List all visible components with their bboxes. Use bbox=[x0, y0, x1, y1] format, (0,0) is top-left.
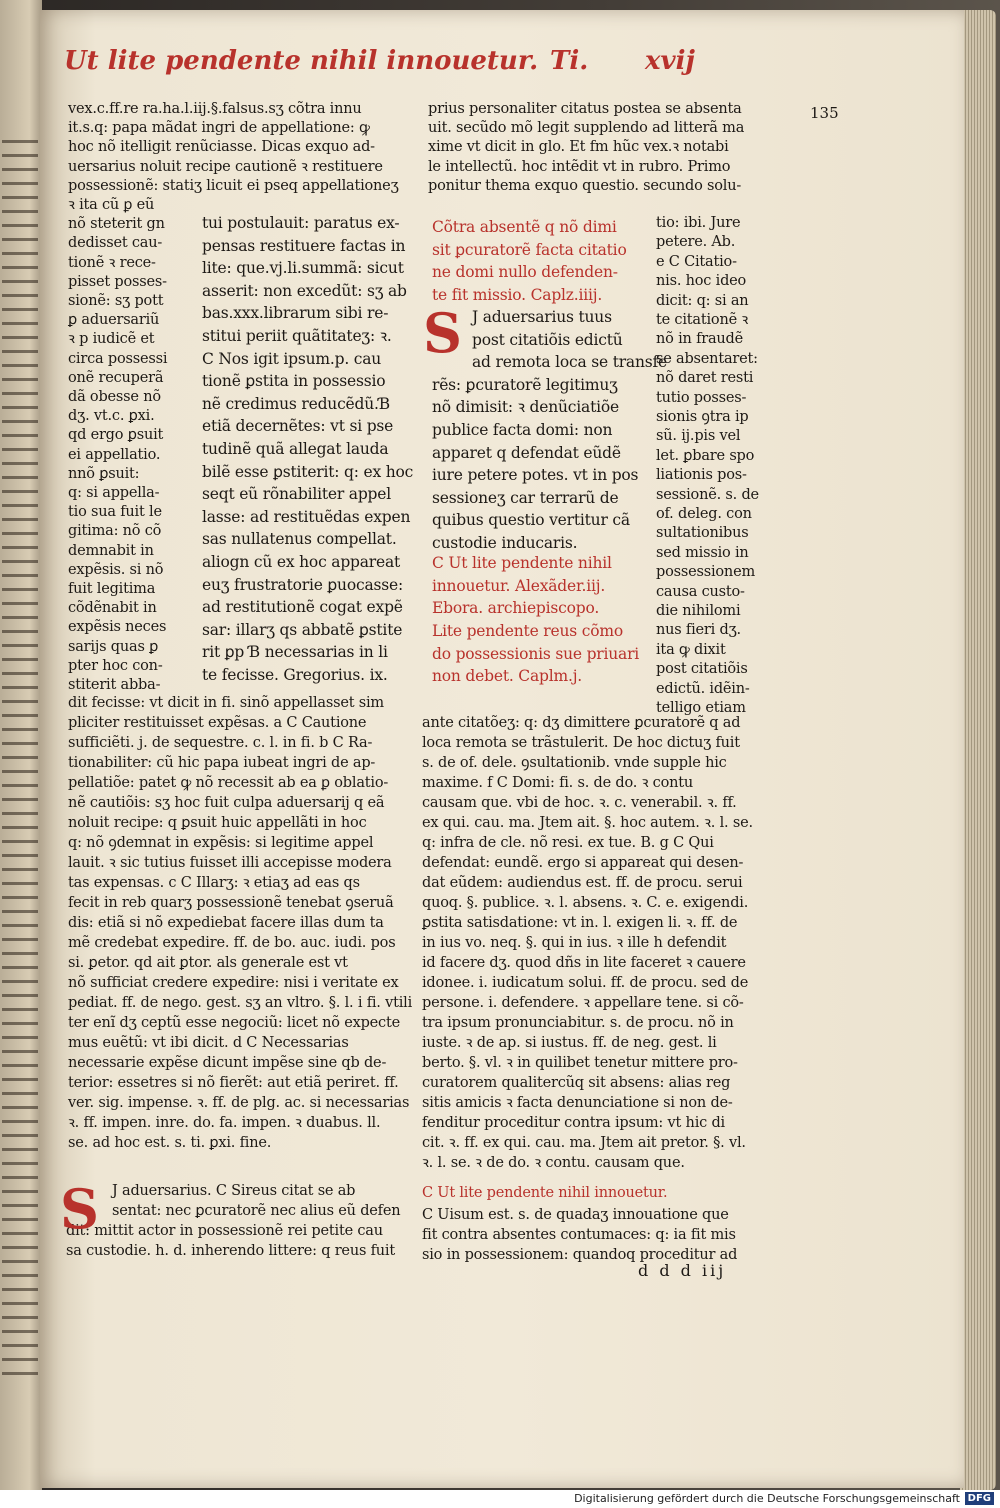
mid-column-top-line: le intellectũ. hoc intẽdit vt in rubro. Primo bbox=[428, 158, 731, 175]
left-inner-column-line: bilẽ esse ꝑstiterit: q: ex hoc bbox=[202, 462, 414, 481]
right-column-line: nõ in fraudẽ bbox=[656, 331, 744, 348]
right-lower-line: idonee. i. iudicatum solui. ff. de procu. sed de bbox=[422, 975, 749, 991]
left-column-line: dedisset cau- bbox=[68, 235, 163, 252]
left-bottom-start-line: sentat: nec ꝑcuratorẽ nec alius eũ defen bbox=[112, 1203, 401, 1219]
left-inner-column-line: ad restitutionẽ cogat expẽ bbox=[202, 598, 403, 617]
initial-capital-s: S bbox=[423, 301, 462, 365]
rubric-lite-line: do possessionis sue priuari bbox=[432, 644, 640, 663]
rubric-ut-line: Ebora. archiepiscopo. bbox=[432, 599, 600, 618]
left-lower-line: dis: etiã si nõ expediebat facere illas dum ta bbox=[68, 915, 384, 931]
right-lower-line: iuste. ꝛ de ap. si iustus. ff. de neg. gest. li bbox=[422, 1035, 717, 1051]
left-column-line: tionẽ ꝛ rece- bbox=[68, 254, 156, 271]
right-lower-line: curatorem qualitercũq sit absens: alias reg bbox=[422, 1075, 731, 1091]
left-lower-line: mẽ credebat expedire. ff. de bo. auc. iudi. pos bbox=[68, 935, 396, 951]
left-lower-line: mus euẽtũ: vt ibi dicit. d C Necessarias bbox=[68, 1035, 349, 1051]
mid-column-body-line: iure petere potes. vt in pos bbox=[432, 466, 639, 485]
left-lower-line: q: nõ ꝯdemnat in expẽsis: si legitime appel bbox=[68, 835, 374, 851]
right-lower-line: tra ipsum pronunciabitur. s. de procu. nõ in bbox=[422, 1015, 734, 1031]
left-column-line: possessionẽ: statiʒ licuit ei pseq appellationeʒ bbox=[68, 177, 399, 194]
right-lower-line: ex qui. cau. ma. Jtem ait. §. hoc autem. ꝛ. l. se. bbox=[422, 815, 753, 831]
rubric-ut-line: C Ut lite pendente nihil bbox=[432, 554, 612, 572]
right-lower-line: sitis amicis ꝛ facta denunciatione si non de- bbox=[422, 1095, 733, 1111]
right-column-line: petere. Ab. bbox=[656, 234, 736, 251]
left-column-line: sarijs quas ꝑ bbox=[68, 638, 159, 655]
right-lower-line: berto. §. vl. ꝛ in quilibet tenetur mittere pro- bbox=[422, 1055, 738, 1071]
left-lower-line: fecit in reb quarʒ possessionẽ tenebat ꝯseruã bbox=[68, 895, 394, 911]
right-lower-line: loca remota se trãstulerit. De hoc dictuʒ fuit bbox=[422, 735, 740, 751]
right-lower-line: s. de of. dele. ꝯsultationib. vnde supple hic bbox=[422, 755, 727, 771]
left-inner-column-line: tudinẽ quã allegat lauda bbox=[202, 440, 389, 458]
mid-column-body-line: quibus questio vertitur cã bbox=[432, 511, 630, 530]
left-lower-line: nõ sufficiat credere expedire: nisi i veritate ex bbox=[68, 975, 399, 991]
right-column-line: causa custo- bbox=[656, 583, 745, 600]
signature-mark: d d d iij bbox=[638, 1261, 727, 1280]
left-inner-column-line: aliogn cũ ex hoc appareat bbox=[202, 553, 401, 571]
left-column-line: demnabit in bbox=[68, 542, 154, 559]
left-lower-line: ꝛ. ff. impen. inre. do. fa. impen. ꝛ duabus. ll. bbox=[68, 1115, 381, 1131]
left-column-line: expẽsis. si nõ bbox=[68, 561, 164, 578]
left-inner-column-line: sar: illarʒ qs abbatẽ ꝑstite bbox=[202, 620, 403, 639]
left-inner-column-line: pensas restituere factas in bbox=[202, 236, 406, 255]
left-column-line: pter hoc con- bbox=[68, 657, 163, 674]
left-inner-column-line: te fecisse. Gregorius. ix. bbox=[202, 666, 388, 684]
left-lower-line: pliciter restituisset expẽsas. a C Cautione bbox=[68, 715, 367, 731]
left-lower-line: necessarie expẽse dicunt impẽse sine qb de- bbox=[68, 1055, 387, 1071]
left-inner-column-line: euʒ frustratorie ꝑuocasse: bbox=[202, 575, 404, 594]
left-lower-line: nẽ cautiõis: sʒ hoc fuit culpa aduersarij q eã bbox=[68, 795, 385, 811]
right-lower-line: cit. ꝛ. ff. ex qui. cau. ma. Jtem ait pretor. §. vl. bbox=[422, 1135, 746, 1151]
left-column-line: uersarius noluit recipe cautionẽ ꝛ restituere bbox=[68, 158, 383, 175]
left-lower-line: pellatiõe: patet ꝙ nõ recessit ab ea ꝑ oblatio- bbox=[68, 775, 389, 791]
left-column-line: expẽsis neces bbox=[68, 619, 167, 636]
left-lower-line: pediat. ff. de nego. gest. sʒ an vltro. §. l. i fi. vtili bbox=[68, 995, 413, 1011]
right-bottom-line: fit contra absentes contumaces: q: ia fit mis bbox=[422, 1227, 736, 1243]
mid-column-body-line: post citatiõis edictũ bbox=[472, 330, 623, 349]
rubric-contra-line: Cõtra absentẽ q nõ dimi bbox=[432, 218, 617, 236]
left-inner-column-line: nẽ credimus reducẽdũ.Ɓ bbox=[202, 394, 390, 413]
right-column-line: die nihilomi bbox=[656, 603, 741, 619]
left-bottom-start-line: dit: mittit actor in possessionẽ rei petite cau bbox=[66, 1223, 383, 1239]
right-column-line: nus fieri dʒ. bbox=[656, 622, 741, 639]
left-inner-column-line: asserit: non excedũt: sʒ ab bbox=[202, 281, 407, 300]
left-column-line: qd ergo ꝑsuit bbox=[68, 427, 164, 444]
rubric-contra-line: te fit missio. Caplz.iiij. bbox=[432, 285, 603, 304]
right-lower-line: defendat: eundẽ. ergo si appareat qui desen- bbox=[422, 855, 744, 871]
left-column-line: ei appellatio. bbox=[68, 446, 161, 463]
right-lower-line: ꝑstita satisdatione: vt in. l. exigen li. ꝛ. ff. de bbox=[422, 915, 738, 931]
right-lower-line: fenditur proceditur contra ipsum: vt hic di bbox=[422, 1115, 725, 1131]
right-column-line: let. ꝑbare spo bbox=[656, 447, 755, 464]
mid-column-top-line: prius personaliter citatus postea se absenta bbox=[428, 101, 742, 117]
right-lower-line: ꝛ. l. se. ꝛ de do. ꝛ contu. causam que. bbox=[422, 1155, 685, 1171]
right-lower-line: in ius vo. neq. §. qui in ius. ꝛ ille h defendit bbox=[422, 935, 727, 951]
right-lower-line: maxime. f C Domi: fi. s. de do. ꝛ contu bbox=[422, 775, 694, 791]
left-column-line: dã obesse nõ bbox=[68, 389, 161, 405]
right-column-line: sed missio in bbox=[656, 544, 749, 561]
mid-column-body-line: sessioneʒ car terrarũ de bbox=[432, 488, 619, 507]
left-bottom-start-line: J aduersarius. C Sireus citat se ab bbox=[112, 1183, 356, 1199]
right-lower-line: ante citatõeʒ: q: dʒ dimittere ꝑcuratorẽ q ad bbox=[422, 715, 741, 731]
left-column-line: nõ steterit gn bbox=[68, 216, 165, 233]
mid-column-body-line: apparet q defendat eũdẽ bbox=[432, 443, 621, 462]
right-lower-line: id facere dʒ. quod dñs in lite faceret ꝛ cauere bbox=[422, 955, 746, 971]
left-inner-column-line: tui postulauit: paratus ex- bbox=[202, 214, 400, 232]
right-lower-line: causam que. vbi de hoc. ꝛ. c. venerabil. ꝛ. ff. bbox=[422, 795, 737, 811]
left-bottom-start-line: sa custodie. h. d. inherendo littere: q reus fuit bbox=[66, 1243, 395, 1259]
left-column-line: ꝛ ita cũ ꝑ eũ bbox=[68, 197, 155, 213]
left-column-line: stiterit abba- bbox=[68, 677, 161, 693]
right-column-line: e C Citatio- bbox=[656, 253, 737, 270]
mid-column-body-line: nõ dimisit: ꝛ denũciatiõe bbox=[432, 398, 619, 417]
title-number: xvij bbox=[645, 46, 695, 76]
left-lower-line: tionabiliter: cũ hic papa iubeat ingri de ap- bbox=[68, 755, 376, 771]
book-page-edges bbox=[960, 10, 996, 1490]
mid-column-body-line: custodie inducaris. bbox=[432, 534, 578, 552]
left-inner-column-line: stitui periit quãtitateʒ: ꝛ. bbox=[202, 327, 392, 345]
left-inner-column-line: lasse: ad restituẽdas expen bbox=[202, 507, 411, 526]
book-page bbox=[40, 10, 964, 1488]
left-column-line: pisset posses- bbox=[68, 273, 167, 290]
right-column-line: te citationẽ ꝛ bbox=[656, 312, 749, 328]
mid-column-body-line: ad remota loca se transfe bbox=[472, 353, 668, 372]
mid-column-body-line: J aduersarius tuus bbox=[472, 308, 612, 326]
footer-credit: Digitalisierung gefördert durch die Deutsche Forschungsgemeinschaft bbox=[574, 1492, 960, 1505]
mid-column-top-line: xime vt dicit in glo. Et fm hũc vex.ꝛ notabi bbox=[428, 139, 729, 156]
mid-column-body-line: publice facta domi: non bbox=[432, 421, 613, 439]
left-lower-line: tas expensas. c C Illarʒ: ꝛ etiaʒ ad eas qs bbox=[68, 875, 360, 891]
title-abbrev: Ti. bbox=[550, 46, 589, 76]
left-lower-line: sufficiẽti. j. de sequestre. c. l. in fi. b C Ra- bbox=[68, 735, 373, 751]
left-column-line: onẽ recuperã bbox=[68, 369, 164, 386]
left-column-line: gitima: nõ cõ bbox=[68, 523, 162, 540]
left-inner-column-line: tionẽ ꝑstita in possessio bbox=[202, 372, 386, 391]
dfg-logo: DFG bbox=[965, 1492, 994, 1505]
right-column-line: nis. hoc ideo bbox=[656, 273, 747, 290]
left-column-line: it.s.q: papa mãdat ingri de appellatione: ꝙ bbox=[68, 120, 370, 137]
right-lower-line: dat eũdem: audiendus est. ff. de procu. serui bbox=[422, 875, 743, 891]
right-column-line: sũ. ij.pis vel bbox=[656, 428, 741, 445]
rubric-contra-line: sit ꝑcuratorẽ facta citatio bbox=[432, 240, 627, 259]
left-lower-line: se. ad hoc est. s. ti. ꝑxi. fine. bbox=[68, 1135, 272, 1151]
right-column-line: tutio posses- bbox=[656, 389, 747, 406]
left-inner-column-line: sas nullatenus compellat. bbox=[202, 530, 397, 549]
right-column-line: edictũ. idẽin- bbox=[656, 680, 750, 697]
left-inner-column-line: lite: que.vj.li.summã: sicut bbox=[202, 259, 404, 278]
left-column-line: fuit legitima bbox=[68, 581, 156, 597]
rubric-lite-line: non debet. Caplm.j. bbox=[432, 667, 583, 686]
right-column-line: sessionẽ. s. de bbox=[656, 486, 759, 503]
right-column-line: tio: ibi. Jure bbox=[656, 215, 741, 231]
rubric-contra-line: ne domi nullo defenden- bbox=[432, 263, 618, 282]
right-column-line: possessionem bbox=[656, 564, 755, 581]
folio-number: 135 bbox=[810, 104, 839, 122]
left-lower-line: si. ꝑetor. qd ait ꝑtor. als generale est vt bbox=[68, 955, 348, 971]
right-lower-line: persone. i. defendere. ꝛ appellare tene. si cõ- bbox=[422, 995, 744, 1011]
left-column-line: ꝛ p iudicẽ et bbox=[68, 331, 155, 348]
right-lower-line: quoq. §. publice. ꝛ. l. absens. ꝛ. C. e. exigendi. bbox=[422, 895, 749, 911]
left-column-line: vex.c.ff.re ra.ha.l.iij.§.falsus.sʒ cõtra innu bbox=[68, 101, 362, 117]
right-column-line: of. deleg. con bbox=[656, 506, 752, 522]
left-lower-line: ter enĩ dʒ ceptũ esse negociũ: licet nõ expecte bbox=[68, 1015, 400, 1031]
right-bottom-line: C Uisum est. s. de quadaʒ innouatione que bbox=[422, 1207, 729, 1223]
left-lower-line: ver. sig. impense. ꝛ. ff. de plg. ac. si necessarias bbox=[68, 1095, 410, 1111]
left-column-line: cõdẽnabit in bbox=[68, 600, 157, 617]
rubric-ut-lower: C Ut lite pendente nihil innouetur. bbox=[422, 1185, 668, 1201]
right-column-line: nõ daret resti bbox=[656, 370, 754, 387]
right-column-line: se absentaret: bbox=[656, 350, 758, 367]
running-title: Ut lite pendente nihil innouetur. bbox=[64, 46, 539, 76]
left-inner-column-line: C Nos igit ipsum.p. cau bbox=[202, 349, 382, 368]
mid-column-top-line: uit. secũdo mõ legit supplendo ad litterã ma bbox=[428, 120, 745, 137]
previous-page-text bbox=[2, 140, 38, 1380]
left-column-line: tio sua fuit le bbox=[68, 504, 162, 521]
right-column-line: ita ꝙ dixit bbox=[656, 641, 726, 658]
right-lower-line: q: infra de cle. nõ resi. ex tue. B. g C Qui bbox=[422, 835, 714, 851]
left-lower-line: terior: essetres si nõ fierẽt: aut etiã periret. ff. bbox=[68, 1075, 399, 1091]
left-column-line: dʒ. vt.c. ꝑxi. bbox=[68, 408, 155, 425]
left-lower-line: noluit recipe: q ꝑsuit huic appellãti in hoc bbox=[68, 815, 367, 831]
left-column-line: q: si appella- bbox=[68, 485, 160, 501]
left-column-line: hoc nõ itelligit renũciasse. Dicas exquo ad- bbox=[68, 139, 375, 156]
initial-capital-s-lower: S bbox=[60, 1177, 99, 1241]
right-column-line: post citatiõis bbox=[656, 661, 748, 678]
previous-page-edge bbox=[0, 0, 42, 1508]
right-column-line: sionis ꝯtra ip bbox=[656, 409, 749, 425]
left-inner-column-line: bas.xxx.librarum sibi re- bbox=[202, 304, 389, 323]
left-column-line: circa possessi bbox=[68, 350, 168, 367]
left-inner-column-line: seqt eũ rõnabiliter appel bbox=[202, 485, 391, 504]
right-bottom-line: sio in possessionem: quandoq proceditur ad bbox=[422, 1247, 738, 1263]
left-column-line: nnõ ꝑsuit: bbox=[68, 465, 140, 482]
rubric-lite-line: Lite pendente reus cõmo bbox=[432, 622, 623, 640]
right-column-line: sultationibus bbox=[656, 525, 749, 542]
mid-column-top-line: ponitur thema exquo questio. secundo solu- bbox=[428, 177, 742, 194]
left-inner-column-line: etiã decernẽtes: vt si pse bbox=[202, 417, 394, 436]
left-lower-line: lauit. ꝛ sic tutius fuisset illi accepisse modera bbox=[68, 855, 392, 871]
right-column-line: telligo etiam bbox=[656, 700, 746, 716]
left-column-line: sionẽ: sʒ pott bbox=[68, 293, 164, 309]
left-lower-line: dit fecisse: vt dicit in fi. sinõ appellasset sim bbox=[68, 695, 384, 711]
left-inner-column-line: rit ꝑp Ɓ necessarias in li bbox=[202, 643, 388, 662]
left-column-line: ꝑ aduersariũ bbox=[68, 312, 160, 329]
right-column-line: dicit: q: si an bbox=[656, 292, 749, 309]
mid-column-body-line: rẽs: ꝑcuratorẽ legitimuʒ bbox=[432, 375, 618, 394]
right-column-line: liationis pos- bbox=[656, 467, 747, 484]
rubric-ut-line: innouetur. Alexãder.iij. bbox=[432, 576, 606, 595]
